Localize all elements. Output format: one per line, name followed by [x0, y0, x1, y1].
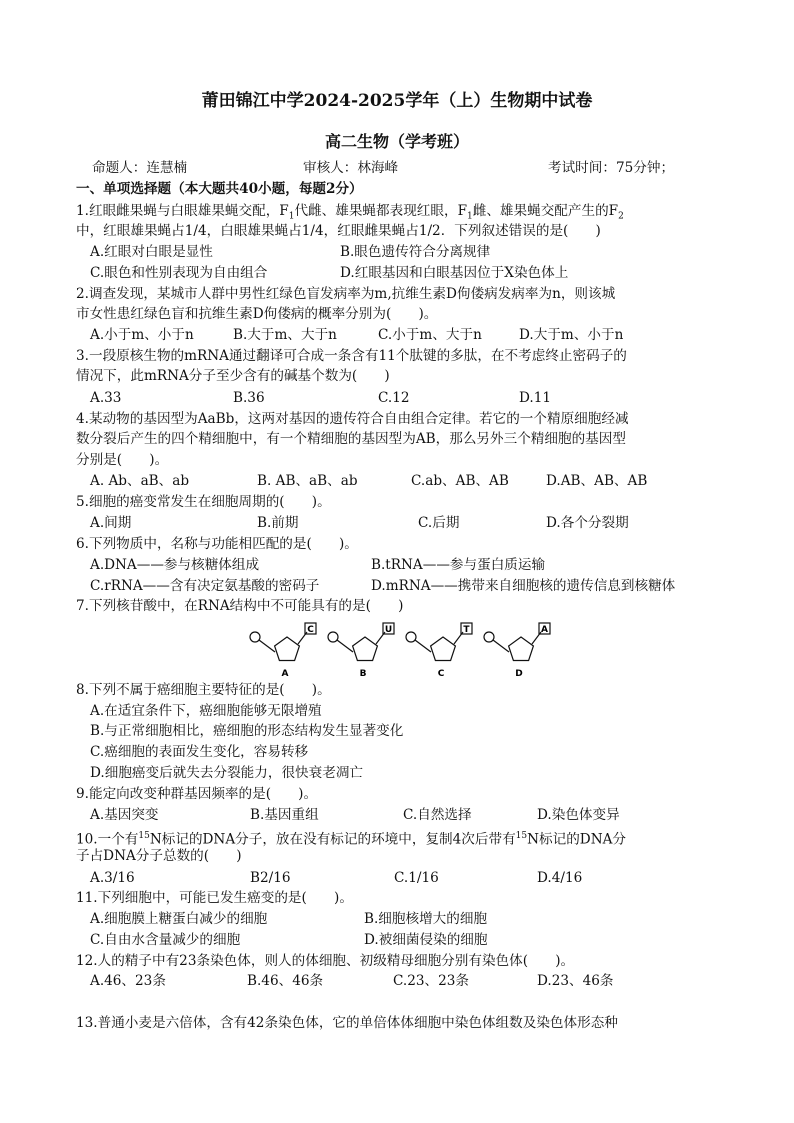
q4-line1: 4.某动物的基因型为AaBb，这两对基因的遗传符合自由组合定律。若它的一个精原细胞经减 — [76, 411, 629, 427]
q10-option-b: B2/16 — [250, 870, 291, 886]
phosphate-bond — [493, 640, 509, 652]
q1-option-d: D.红眼基因和白眼基因位于X染色体上 — [340, 265, 569, 281]
q9-option-a: A.基因突变 — [90, 807, 159, 823]
exam-title: 莆田锦江中学2024-2025学年（上）生物期中试卷 — [201, 91, 593, 111]
nucleotide-b — [328, 623, 394, 679]
q7-line1: 7.下列核苷酸中，在RNA结构中不可能具有的是( ) — [76, 598, 404, 614]
q11-option-a: A.细胞膜上糖蛋白减少的细胞 — [90, 911, 268, 927]
phosphate-group — [406, 632, 416, 642]
q4-option-c: C.ab、AB、AB — [411, 473, 509, 489]
q6-option-a: A.DNA——参与核糖体组成 — [90, 557, 260, 573]
q8-line1: 8.下列不属于癌细胞主要特征的是( )。 — [76, 682, 331, 698]
q8-option-d: D.细胞癌变后就失去分裂能力，很快衰老凋亡 — [90, 765, 364, 781]
q5-option-b: B.前期 — [257, 515, 299, 531]
q12-option-a: A.46、23条 — [90, 973, 166, 989]
q11-option-d: D.被细菌侵染的细胞 — [364, 932, 488, 948]
reviewer: 审核人：林海峰 — [303, 160, 399, 176]
nucleotide-label: B — [359, 669, 367, 679]
q12-option-b: B.46、46条 — [247, 973, 324, 989]
phosphate-bond — [337, 640, 353, 652]
q2-option-c: C.小于m、大于n — [378, 327, 482, 343]
nucleotide-label: D — [515, 669, 523, 679]
q11-line1: 11.下列细胞中，可能已发生癌变的是( )。 — [76, 890, 353, 906]
q1-option-a: A.红眼对白眼是显性 — [90, 244, 213, 260]
phosphate-group — [328, 632, 338, 642]
q5-option-c: C.后期 — [418, 515, 460, 531]
q10-line1: 10.一个有$^{15}$N标记的DNA分子，放在没有标记的环境中，复制4次后带有$^{15}$N标记的DNA分 — [76, 831, 627, 848]
q12-line1: 12.人的精子中有23条染色体，则人的体细胞、初级精母细胞分别有染色体( )。 — [76, 953, 575, 969]
q2-option-d: D.大于m、小于n — [519, 327, 624, 343]
q3-line1: 3.一段原核生物的mRNA通过翻译可合成一条含有11个肽键的多肽，在不考虑终止密码子的 — [76, 348, 627, 364]
author: 命题人：连慧楠 — [92, 160, 188, 176]
q2-option-b: B.大于m、大于n — [233, 327, 337, 343]
q4-line2: 数分裂后产生的四个精细胞中，有一个精细胞的基因型为AB，那么另外三个精细胞的基因型 — [76, 431, 626, 447]
q2-line2: 市女性患红绿色盲和抗维生素D佝偻病的概率分别为( )。 — [76, 306, 438, 322]
q9-line1: 9.能定向改变种群基因频率的是( )。 — [76, 786, 318, 802]
q3-option-c: C.12 — [378, 390, 410, 406]
q3-line2: 情况下，此mRNA分子至少含有的碱基个数为( ) — [76, 368, 390, 384]
q10-option-c: C.1/16 — [394, 870, 439, 886]
pentose-sugar — [275, 637, 300, 661]
q6-option-b: B.tRNA——参与蛋白质运输 — [371, 557, 546, 573]
q5-line1: 5.细胞的癌变常发生在细胞周期的( )。 — [76, 494, 331, 510]
q9-option-d: D.染色体变异 — [537, 807, 620, 823]
q3-option-d: D.11 — [519, 390, 552, 406]
nucleotide-d — [484, 623, 550, 679]
q1-line2: 中，红眼雄果蝇占1/4，白眼雄果蝇占1/4，红眼雌果蝇占1/2．下列叙述错误的是( ) — [76, 223, 601, 239]
q9-option-b: B.基因重组 — [250, 807, 319, 823]
q10-option-a: A.3/16 — [90, 870, 135, 886]
nucleotide-diagram — [245, 620, 555, 680]
phosphate-bond — [259, 640, 275, 652]
pentose-sugar — [353, 637, 378, 661]
q5-option-d: D.各个分裂期 — [546, 515, 629, 531]
q6-option-c: C.rRNA——含有决定氨基酸的密码子 — [90, 578, 320, 594]
q6-option-d: D.mRNA——携带来自细胞核的遗传信息到核糖体 — [371, 578, 676, 594]
section-heading: 一、单项选择题（本大题共40小题，每题2分） — [76, 181, 363, 197]
nucleotide-c — [406, 623, 472, 679]
nucleotide-label: A — [281, 669, 289, 679]
q8-option-c: C.癌细胞的表面发生变化，容易转移 — [90, 744, 309, 760]
q10-option-d: D.4/16 — [537, 870, 583, 886]
q6-line1: 6.下列物质中，名称与功能相匹配的是( )。 — [76, 536, 358, 552]
exam-time: 考试时间：75分钟； — [548, 160, 675, 176]
q4-line3: 分别是( )。 — [76, 452, 169, 468]
q12-option-d: D.23、46条 — [537, 973, 614, 989]
q10-line2: 子占DNA分子总数的( ) — [76, 848, 242, 864]
pentose-sugar — [431, 637, 456, 661]
q11-option-b: B.细胞核增大的细胞 — [364, 911, 488, 927]
base-letter: U — [384, 625, 393, 635]
nucleotide-label: C — [437, 669, 445, 679]
base-letter: A — [541, 625, 548, 635]
q2-line1: 2.调查发现，某城市人群中男性红绿色盲发病率为m,抗维生素D佝偻病发病率为n，则该城 — [76, 286, 616, 302]
phosphate-group — [250, 632, 260, 642]
pentose-sugar — [509, 637, 534, 661]
phosphate-bond — [415, 640, 431, 652]
q1-option-b: B.眼色遗传符合分离规律 — [340, 244, 491, 260]
q4-option-d: D.AB、AB、AB — [546, 473, 648, 489]
q9-option-c: C.自然选择 — [403, 807, 472, 823]
q1-line1: 1.红眼雌果蝇与白眼雄果蝇交配，$F_1$代雌、雄果蝇都表现红眼，$F_1$雌、雄果蝇交配产生的$F_2$ — [76, 203, 624, 222]
q12-option-c: C.23、23条 — [393, 973, 470, 989]
q11-option-c: C.自由水含量减少的细胞 — [90, 932, 241, 948]
q4-option-a: A. Ab、aB、ab — [90, 473, 190, 489]
q1-option-c: C.眼色和性别表现为自由组合 — [90, 265, 268, 281]
q3-option-a: A.33 — [90, 390, 122, 406]
q3-option-b: B.36 — [233, 390, 265, 406]
q4-option-b: B. AB、aB、ab — [257, 473, 358, 489]
q5-option-a: A.间期 — [90, 515, 132, 531]
nucleotide-a — [250, 623, 316, 679]
base-letter: C — [307, 625, 314, 635]
q2-option-a: A.小于m、小于n — [90, 327, 194, 343]
q13-line1: 13.普通小麦是六倍体，含有42条染色体，它的单倍体体细胞中染色体组数及染色体形态种 — [76, 1015, 618, 1031]
q8-option-a: A.在适宜条件下，癌细胞能够无限增殖 — [90, 703, 322, 719]
q8-option-b: B.与正常细胞相比，癌细胞的形态结构发生显著变化 — [90, 723, 404, 739]
base-letter: T — [463, 625, 470, 635]
exam-subtitle: 高二生物（学考班） — [324, 132, 469, 151]
phosphate-group — [484, 632, 494, 642]
